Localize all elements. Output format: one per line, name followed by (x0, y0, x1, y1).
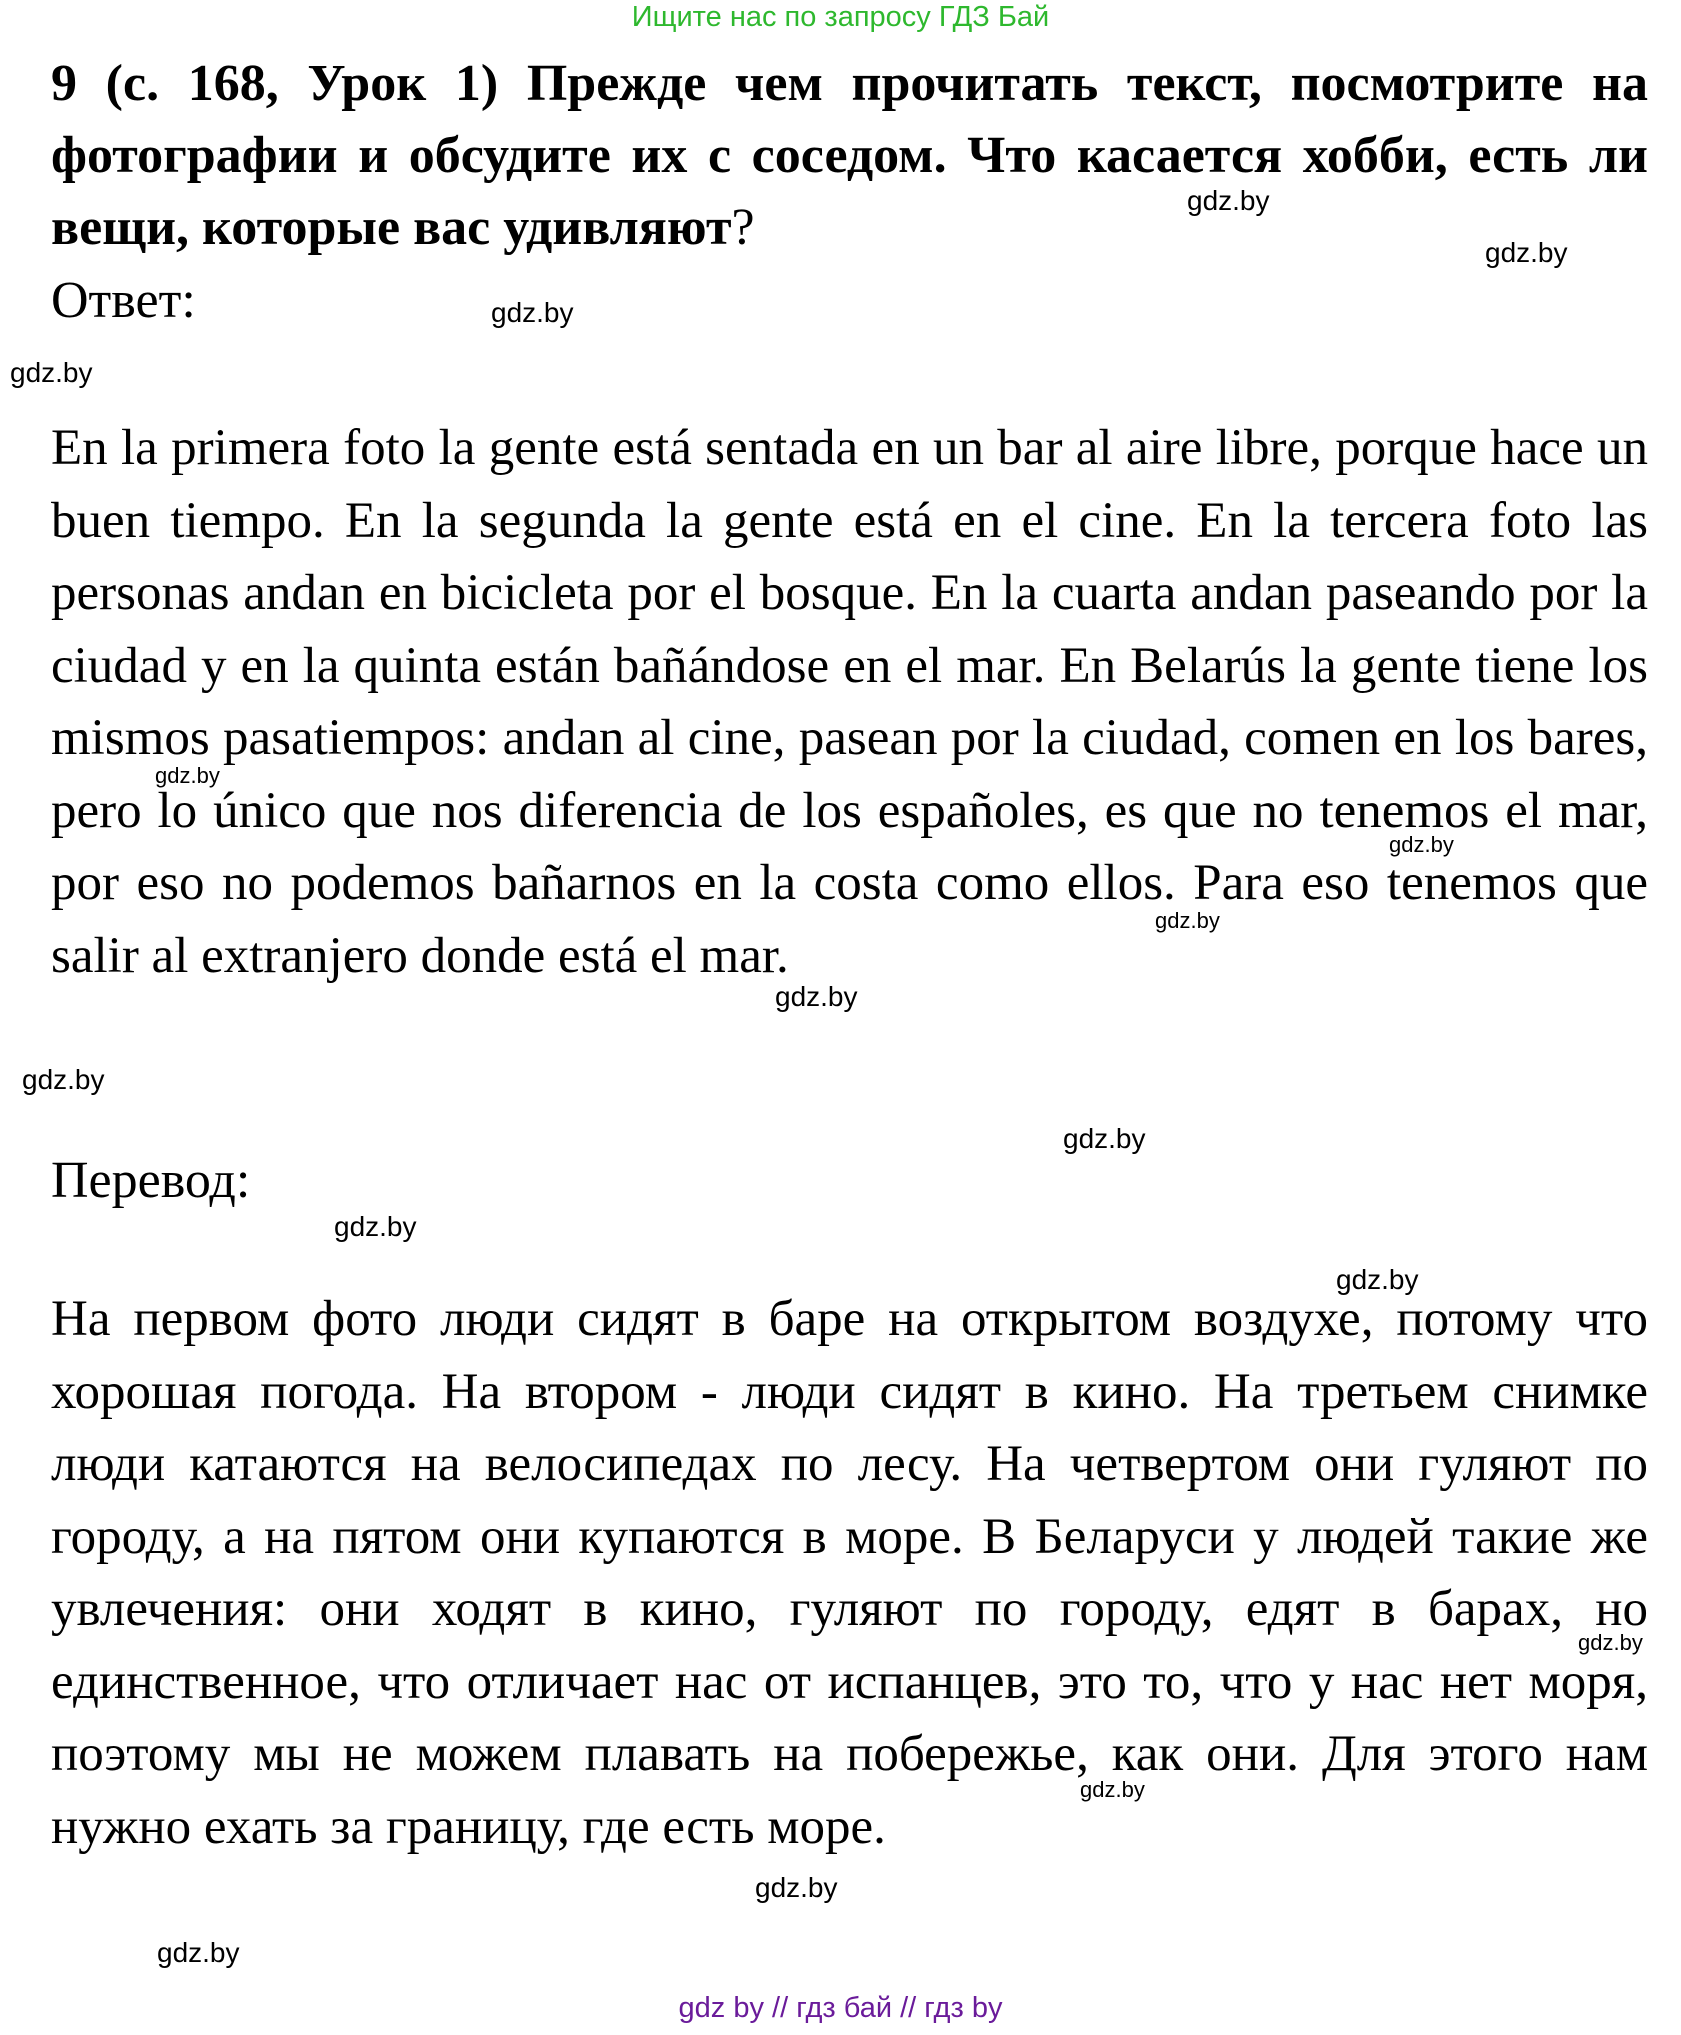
watermark: gdz.by (157, 1937, 240, 1968)
translation-label: Перевод: (51, 1152, 251, 1209)
answer-text: En la primera foto la gente está sentada en un bar al aire libre, porque hace un buen tiempo. En la segunda la gente está en el cine. En la tercera foto las personas andan en bicicleta por el bosque. En la cuarta andan paseando por la ciudad y en la quinta están bañándose en el mar. En Belarús la gente tiene los mismos pasatiempos: andan al cine, pasean por la ciudad, comen en los bares, pero lo único que nos diferencia de los españoles, es que no tenemos el mar, por eso no podemos bañarnos en la costa como ellos. Para eso tenemos que salir al extranjero donde está el mar. (51, 420, 1648, 984)
task-heading-text: 9 (с. 168, Урок 1) Прежде чем прочитать текст, посмотрите на фотографии и обсудите их с соседом. Что касается хобби, есть ли вещи, которые вас удивляют (51, 55, 1648, 256)
watermark: gdz.by (1155, 908, 1220, 933)
task-heading-question-mark: ? (731, 199, 755, 256)
watermark: gdz.by (334, 1211, 417, 1242)
watermark: gdz.by (1080, 1777, 1145, 1802)
top-banner: Ищите нас по запросу ГДЗ Бай (631, 1, 1050, 33)
watermark: gdz.by (1389, 832, 1454, 857)
watermark: gdz.by (755, 1872, 838, 1903)
watermark: gdz.by (1485, 237, 1568, 268)
watermark: gdz.by (22, 1064, 105, 1095)
watermark: gdz.by (1187, 185, 1270, 216)
watermark: gdz.by (1336, 1264, 1419, 1295)
watermark: gdz.by (10, 357, 93, 388)
watermark: gdz.by (155, 763, 220, 788)
watermark: gdz.by (1578, 1630, 1643, 1655)
watermark: gdz.by (775, 981, 858, 1012)
task-heading (51, 48, 1648, 264)
watermark: gdz.by (1063, 1123, 1146, 1154)
answer-label: Ответ: (51, 272, 196, 329)
watermark: gdz.by (491, 297, 574, 328)
footer: gdz by // гдз бай // гдз by (678, 1992, 1003, 2024)
translation-text: На первом фото люди сидят в баре на открытом воздухе, потому что хорошая погода. На втором - люди сидят в кино. На третьем снимке люди катаются на велосипедах по лесу. На четвертом они гуляют по городу, а на пятом они купаются в море. В Беларуси у людей такие же увлечения: они ходят в кино, гуляют по городу, едят в барах, но единственное, что отличает нас от испанцев, это то, что у нас нет моря, поэтому мы не можем плавать на побережье, как они. Для этого нам нужно ехать за границу, где есть море. (51, 1291, 1648, 1855)
